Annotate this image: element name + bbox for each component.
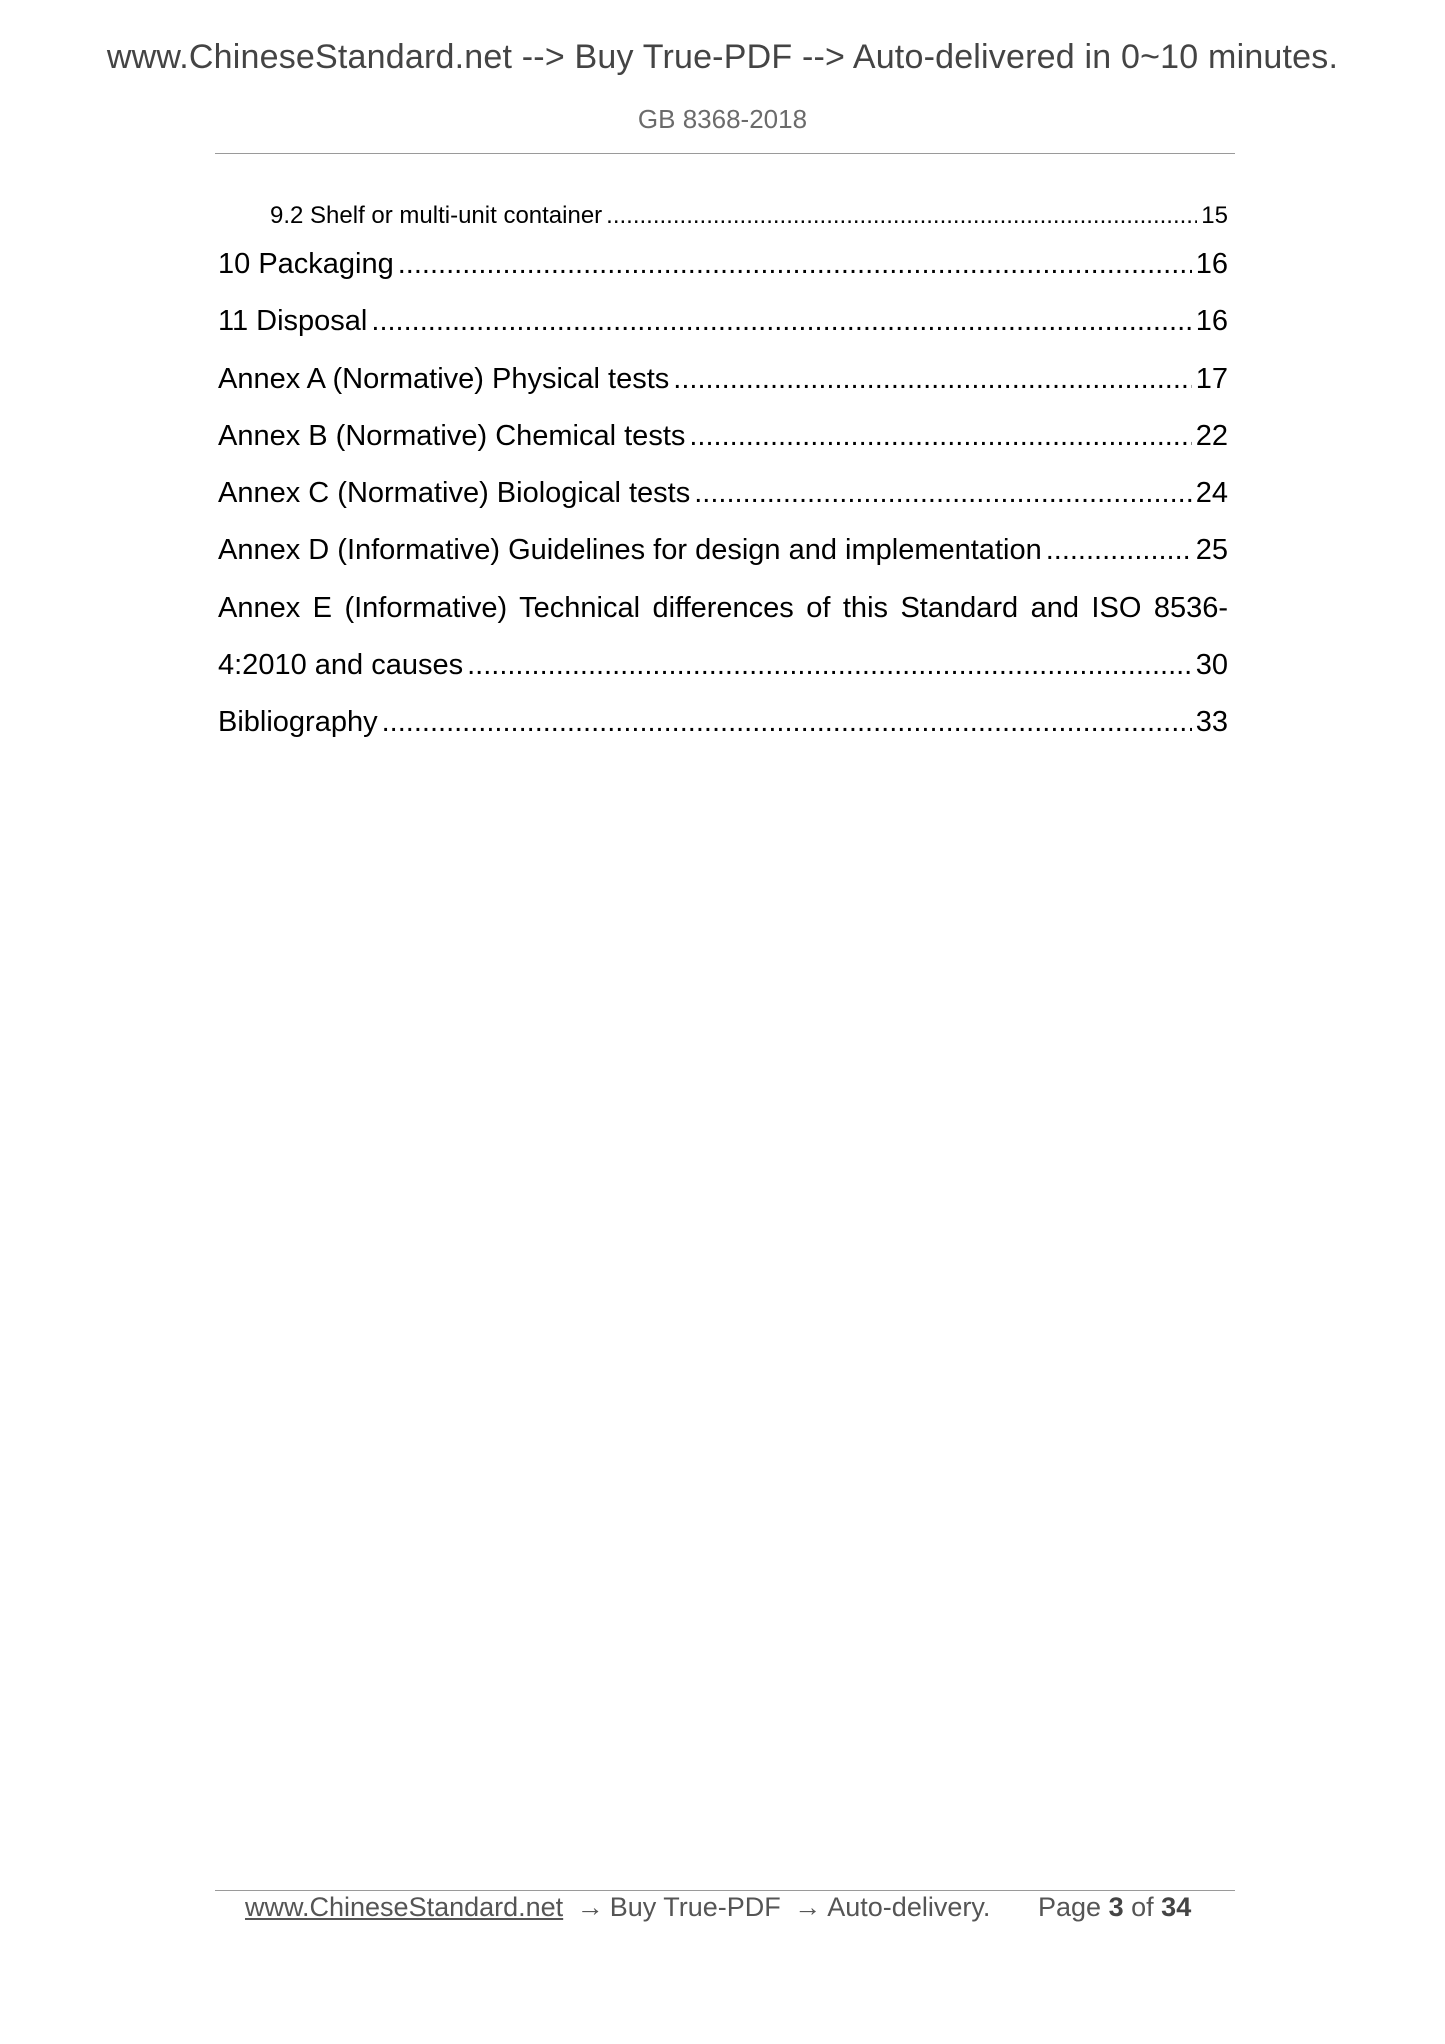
table-of-contents	[0, 0, 1445, 800]
toc-entry-11[interactable]	[218, 305, 1228, 338]
toc-entry-annex-e-line1[interactable]: Annex E (Informative) Technical differences of this Standard and ISO 8536-	[218, 592, 1228, 624]
dot-leader	[398, 248, 1192, 281]
toc-entry-label: 10 Packaging	[218, 248, 394, 280]
document-code: GB 8368-2018	[637, 104, 808, 134]
dot-leader	[694, 477, 1192, 510]
footer-buy-text: Buy True-PDF	[609, 1892, 781, 1922]
current-page-number: 3	[1108, 1892, 1124, 1922]
dot-leader	[1046, 534, 1192, 567]
toc-entry-label: 11 Disposal	[218, 305, 368, 337]
toc-entry-label: Annex A (Normative) Physical tests	[218, 363, 670, 395]
toc-entry-page: 16	[1195, 248, 1228, 280]
page-indicator	[1038, 1892, 1191, 1923]
arrow-right-icon: →	[794, 1892, 822, 1922]
dot-leader	[606, 202, 1197, 230]
toc-entry-page: 16	[1195, 305, 1228, 337]
toc-entry-label: 4:2010 and causes	[218, 649, 464, 681]
dot-leader	[371, 305, 1191, 338]
arrow-right-icon: →	[576, 1892, 604, 1922]
toc-entry-annex-c[interactable]	[218, 477, 1228, 510]
toc-entry-page: 33	[1195, 706, 1228, 738]
toc-entry-label: Annex D (Informative) Guidelines for design and implementation	[218, 534, 1042, 566]
dot-leader	[382, 706, 1192, 739]
toc-entry-page: 25	[1195, 534, 1228, 566]
toc-entry-annex-d[interactable]	[218, 534, 1228, 567]
footer-links	[245, 1892, 990, 1923]
footer-site-link[interactable]: www.ChineseStandard.net	[245, 1892, 564, 1922]
toc-entry-annex-e-line2[interactable]	[218, 649, 1228, 682]
dot-leader	[673, 363, 1191, 396]
toc-entry-annex-a[interactable]	[218, 363, 1228, 396]
toc-entry-page: 24	[1195, 477, 1228, 509]
toc-entry-page: 30	[1195, 649, 1228, 681]
toc-entry-label: 9.2 Shelf or multi-unit container	[270, 202, 603, 229]
toc-entry-label: Annex C (Normative) Biological tests	[218, 477, 691, 509]
top-banner: www.ChineseStandard.net --> Buy True-PDF --> Auto-delivered in 0~10 minutes.	[106, 38, 1339, 76]
page-word: Page	[1038, 1892, 1102, 1922]
toc-entry-10[interactable]	[218, 248, 1228, 281]
toc-entry-page: 17	[1195, 363, 1228, 395]
toc-entry-9-2[interactable]	[270, 202, 1228, 230]
footer-divider	[215, 1890, 1235, 1891]
toc-entry-bibliography[interactable]	[218, 706, 1228, 739]
toc-entry-page: 22	[1195, 420, 1228, 452]
toc-entry-label: Bibliography	[218, 706, 378, 738]
of-word: of	[1131, 1892, 1154, 1922]
toc-entry-annex-b[interactable]	[218, 420, 1228, 453]
footer-delivery-text: Auto-delivery.	[827, 1892, 991, 1922]
total-page-count: 34	[1161, 1892, 1192, 1922]
dot-leader	[467, 649, 1192, 682]
toc-entry-label: Annex B (Normative) Chemical tests	[218, 420, 686, 452]
toc-entry-page: 15	[1201, 202, 1228, 229]
dot-leader	[689, 420, 1191, 453]
